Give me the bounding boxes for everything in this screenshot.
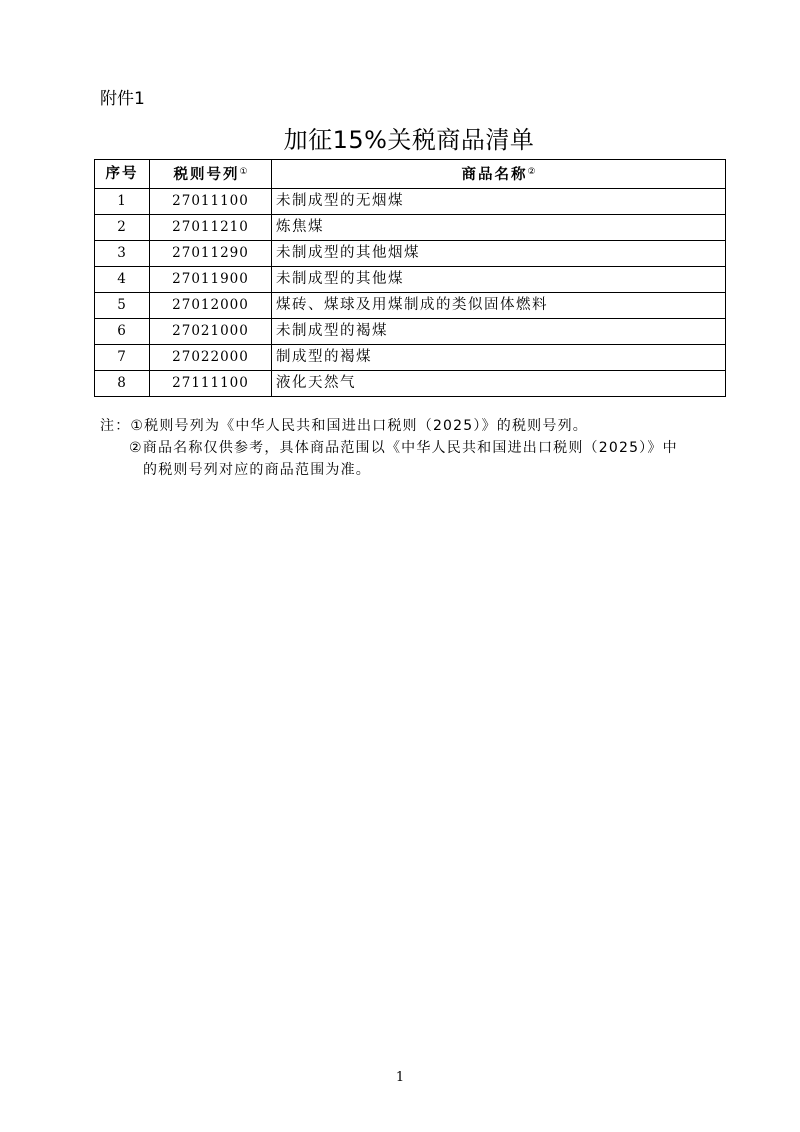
- header-tariff-code-label: 税则号列: [173, 167, 240, 183]
- row-index: 1: [95, 189, 150, 215]
- header-index-label: 序号: [105, 165, 139, 182]
- row-index: 8: [95, 371, 150, 397]
- table-header-row: [95, 160, 726, 189]
- page-title: 加征15%关税商品清单: [283, 126, 535, 154]
- row-product-name: 未制成型的褐煤: [272, 319, 726, 345]
- tariff-goods-table: [94, 159, 726, 397]
- row-tariff-code: 27011900: [150, 267, 272, 293]
- table-row: [95, 267, 726, 293]
- row-tariff-code: 27011290: [150, 241, 272, 267]
- row-tariff-code: 27021000: [150, 319, 272, 345]
- row-product-name: 煤砖、煤球及用煤制成的类似固体燃料: [272, 293, 726, 319]
- row-product-name: 未制成型的无烟煤: [272, 189, 726, 215]
- footnote-2: ②商品名称仅供参考，具体商品范围以《中华人民共和国进出口税则（2025）》中: [129, 440, 678, 456]
- row-index: 4: [95, 267, 150, 293]
- footnote-1: 注：①税则号列为《中华人民共和国进出口税则（2025）》的税则号列。: [100, 418, 588, 434]
- header-tariff-code: [150, 160, 272, 189]
- row-tariff-code: 27012000: [150, 293, 272, 319]
- row-index: 5: [95, 293, 150, 319]
- header-product-name-footnote-mark: ②: [527, 167, 536, 177]
- header-index: [95, 160, 150, 189]
- row-index: 3: [95, 241, 150, 267]
- header-product-name: [272, 160, 726, 189]
- row-product-name: 未制成型的其他烟煤: [272, 241, 726, 267]
- header-product-name-label: 商品名称: [461, 167, 528, 183]
- footnotes: [100, 415, 720, 481]
- table-row: [95, 293, 726, 319]
- row-index: 7: [95, 345, 150, 371]
- row-product-name: 液化天然气: [272, 371, 726, 397]
- row-tariff-code: 27011210: [150, 215, 272, 241]
- footnote-2-continued: 的税则号列对应的商品范围为准。: [143, 462, 371, 478]
- row-tariff-code: 27011100: [150, 189, 272, 215]
- row-product-name: 制成型的褐煤: [272, 345, 726, 371]
- table-row: [95, 319, 726, 345]
- attachment-label: 附件1: [100, 89, 145, 109]
- header-tariff-code-footnote-mark: ①: [239, 167, 248, 177]
- row-index: 2: [95, 215, 150, 241]
- row-tariff-code: 27022000: [150, 345, 272, 371]
- row-product-name: 未制成型的其他煤: [272, 267, 726, 293]
- table-row: [95, 371, 726, 397]
- row-product-name: 炼焦煤: [272, 215, 726, 241]
- table-row: [95, 345, 726, 371]
- table-row: [95, 241, 726, 267]
- page-number: 1: [395, 1070, 405, 1085]
- table-row: [95, 215, 726, 241]
- table-row: [95, 189, 726, 215]
- row-index: 6: [95, 319, 150, 345]
- row-tariff-code: 27111100: [150, 371, 272, 397]
